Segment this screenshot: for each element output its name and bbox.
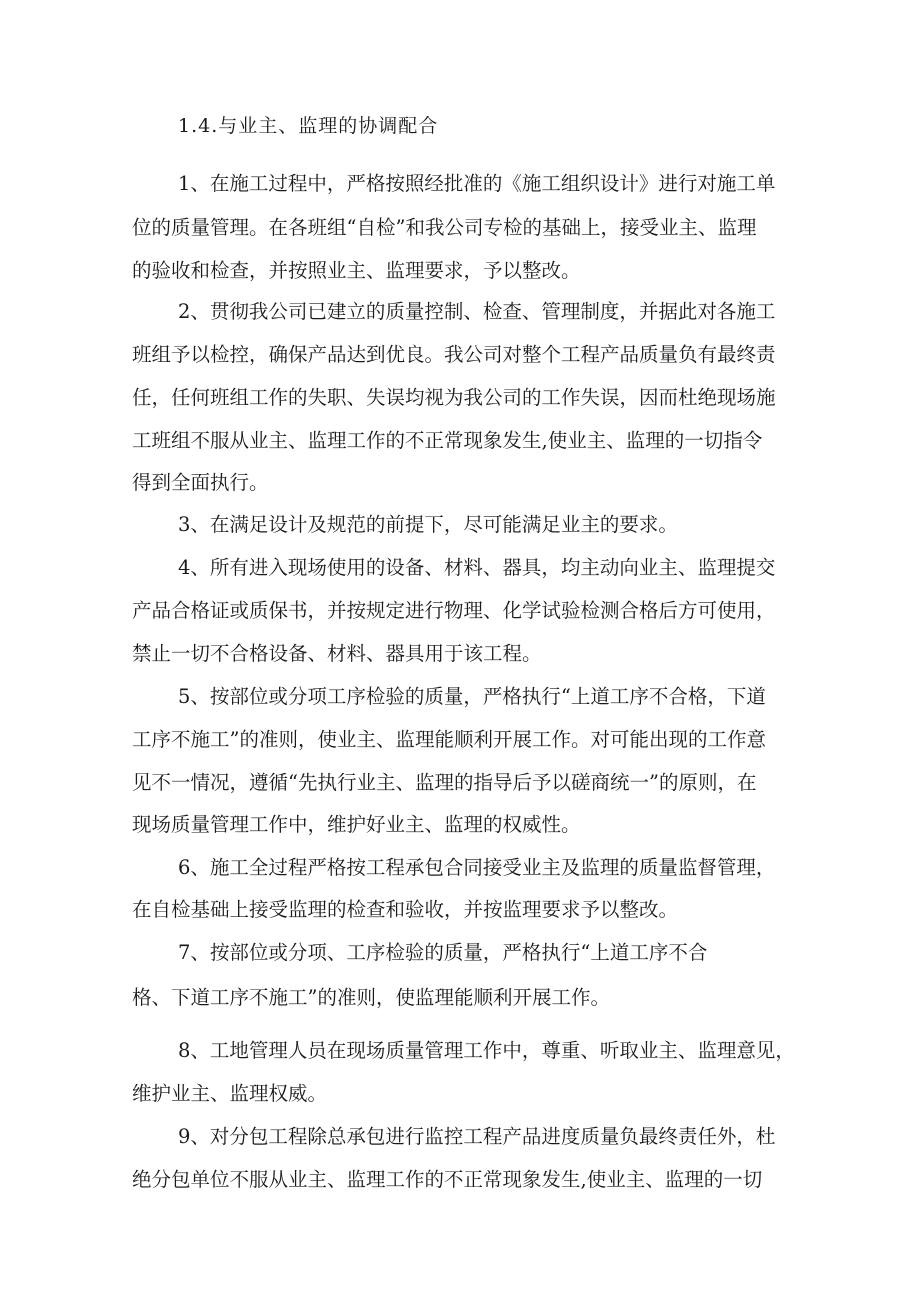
- paragraph-line: 6、施工全过程严格按工程承包合同接受业主及监理的质量监督管理，: [178, 856, 776, 879]
- paragraph-line: 任，任何班组工作的失职、失误均视为我公司的工作失误，因而杜绝现场施: [132, 386, 776, 409]
- paragraph-line: 格、下道工序不施工”的准则，使监理能顺利开展工作。: [132, 986, 610, 1009]
- paragraph-line: 工班组不服从业主、监理工作的不正常现象发生,使业主、监理的一切指令: [132, 429, 763, 452]
- paragraph-line: 禁止一切不合格设备、材料、器具用于该工程。: [132, 642, 542, 665]
- paragraph-line: 3、在满足设计及规范的前提下，尽可能满足业主的要求。: [178, 513, 678, 536]
- paragraph-line: 4、所有进入现场使用的设备、材料、器具，均主动向业主、监理提交: [178, 556, 776, 579]
- paragraph-line: 的验收和检查，并按照业主、监理要求，予以整改。: [132, 259, 581, 282]
- paragraph-line: 绝分包单位不服从业主、监理工作的不正常现象发生,使业主、监理的一切: [132, 1168, 763, 1191]
- paragraph-line: 2、贯彻我公司已建立的质量控制、检查、管理制度，并据此对各施工: [178, 300, 776, 323]
- paragraph-line: 班组予以检控，确保产品达到优良。我公司对整个工程产品质量负有最终责: [132, 343, 776, 366]
- paragraph-line: 现场质量管理工作中，维护好业主、监理的权威性。: [132, 813, 581, 836]
- paragraph-line: 9、对分包工程除总承包进行监控工程产品进度质量负最终责任外，杜: [178, 1125, 776, 1148]
- section-heading: 1.4.与业主、监理的协调配合: [178, 115, 439, 137]
- paragraph-line: 5、按部位或分项工序检验的质量，严格执行“上道工序不合格，下道: [178, 685, 766, 708]
- paragraph-line: 维护业主、监理权威。: [132, 1082, 328, 1105]
- paragraph-line: 产品合格证或质保书，并按规定进行物理、化学试验检测合格后方可使用，: [132, 599, 776, 622]
- paragraph-line: 1、在施工过程中，严格按照经批准的《施工组织设计》进行对施工单: [178, 172, 776, 195]
- paragraph-line: 8、工地管理人员在现场质量管理工作中，尊重、听取业主、监理意见，: [178, 1039, 795, 1062]
- paragraph-line: 位的质量管理。在各班组“自检”和我公司专检的基础上，接受业主、监理: [132, 216, 757, 239]
- paragraph-line: 得到全面执行。: [132, 471, 269, 494]
- paragraph-line: 7、按部位或分项、工序检验的质量，严格执行“上道工序不合: [178, 941, 708, 964]
- paragraph-line: 工序不施工”的准则，使业主、监理能顺利开展工作。对可能出现的工作意: [132, 728, 766, 751]
- paragraph-line: 见不一情况，遵循“先执行业主、监理的指导后予以磋商统一”的原则，在: [132, 771, 757, 794]
- paragraph-line: 在自检基础上接受监理的检查和验收，并按监理要求予以整改。: [132, 898, 679, 921]
